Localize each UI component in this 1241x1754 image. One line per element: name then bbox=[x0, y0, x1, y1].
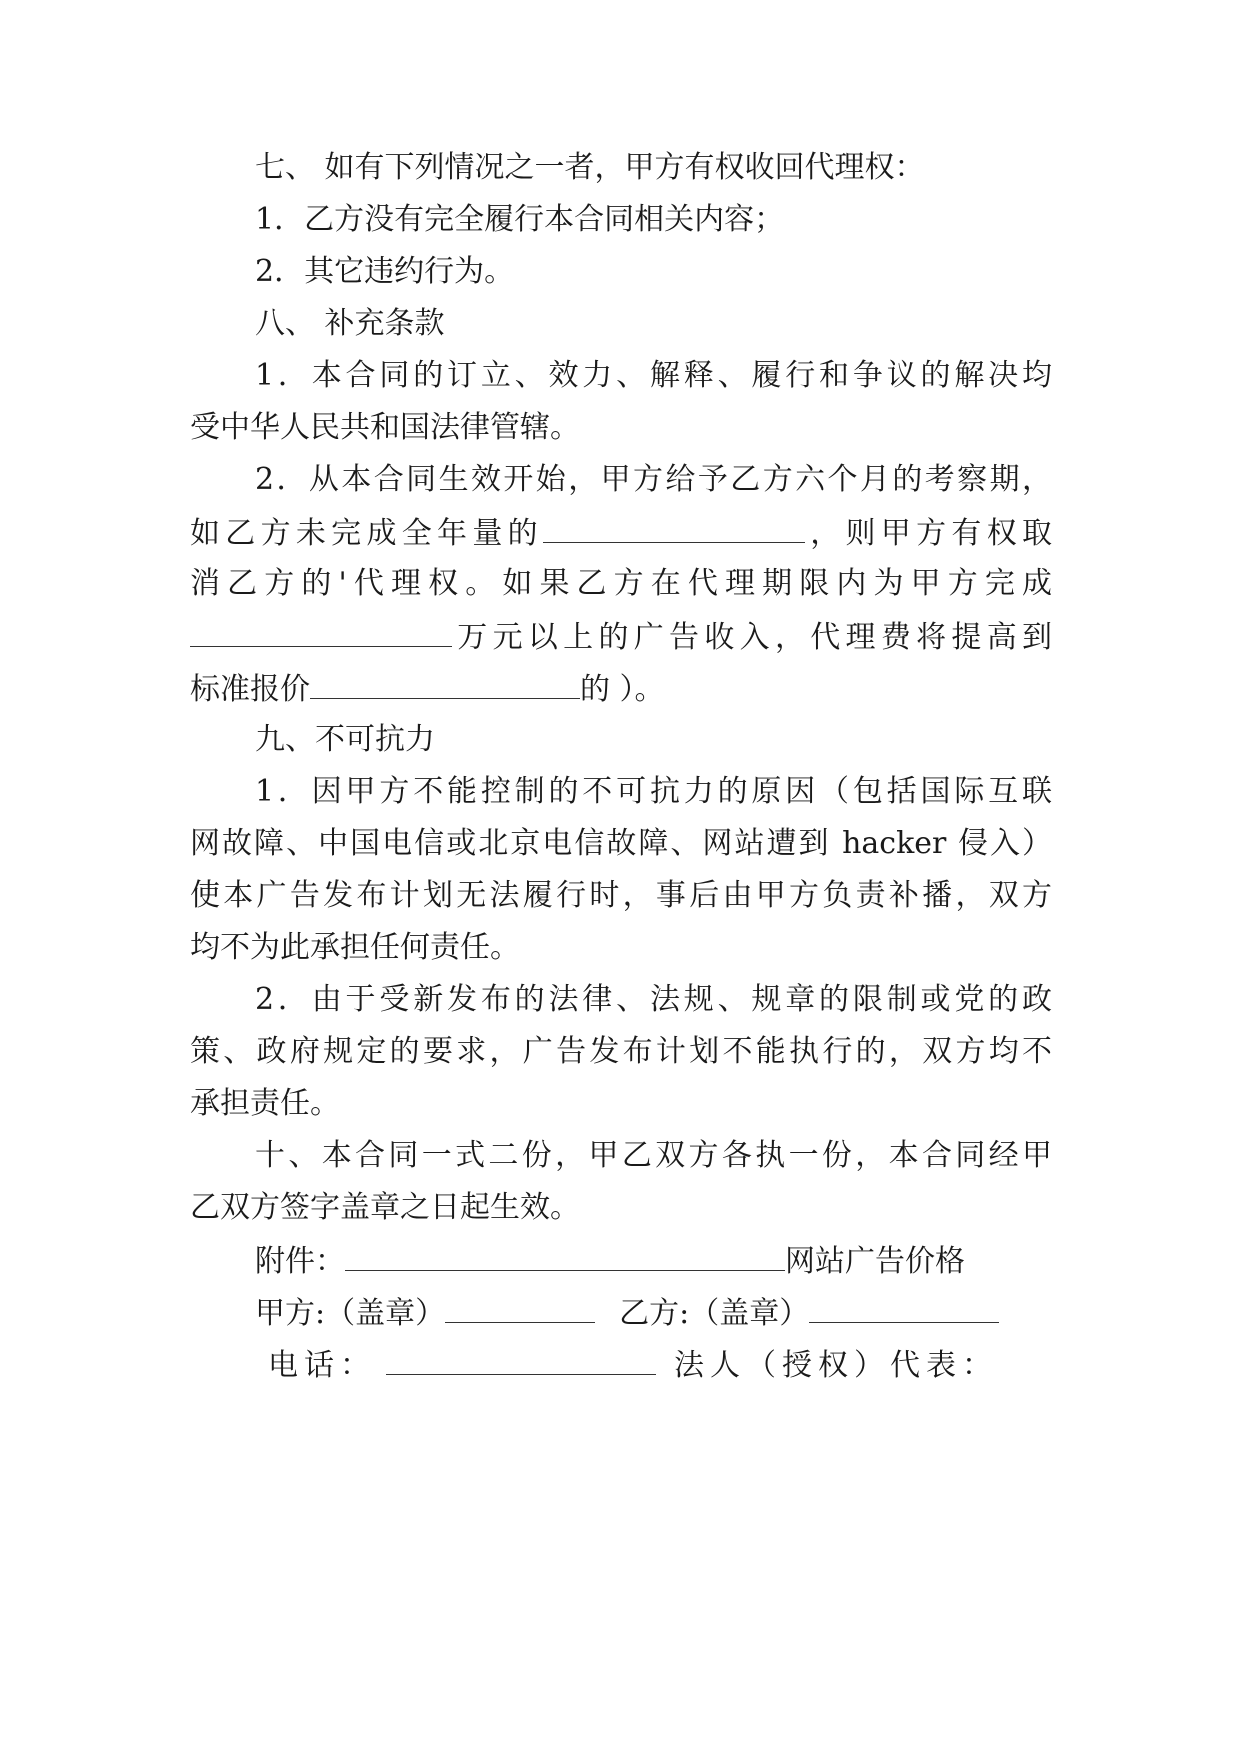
clause-9-item-1-line-2: 网故障、中国电信或北京电信故障、网站遭到 hacker 侵入） bbox=[190, 826, 1052, 861]
clause-9-item-1-line-1: 1．因甲方不能控制的不可抗力的原因（包括国际互联 bbox=[255, 774, 1052, 809]
attachment-label: 附件： bbox=[255, 1244, 345, 1279]
party-b-blank[interactable] bbox=[809, 1292, 999, 1323]
fill-text: 标准报价 bbox=[190, 672, 310, 707]
clause-8-item-1-line-1: 1．本合同的订立、效力、解释、履行和争议的解决均 bbox=[255, 358, 1052, 393]
clause-8-item-2-line-1: 2．从本合同生效开始，甲方给予乙方六个月的考察期， bbox=[255, 462, 1052, 497]
annual-volume-blank[interactable] bbox=[543, 512, 805, 543]
clause-9-item-2-line-1: 2．由于受新发布的法律、法规、规章的限制或党的政 bbox=[255, 982, 1052, 1017]
clause-8-heading: 八、 补充条款 bbox=[255, 306, 445, 341]
party-b-label: 乙方:（盖章） bbox=[619, 1296, 810, 1331]
fill-text: 如乙方未完成全年量的 bbox=[190, 516, 543, 551]
party-a-blank[interactable] bbox=[445, 1292, 595, 1323]
clause-7-heading: 七、 如有下列情况之一者，甲方有权收回代理权： bbox=[255, 150, 925, 185]
clause-9-item-2-line-2: 策、政府规定的要求，广告发布计划不能执行的，双方均不 bbox=[190, 1034, 1052, 1069]
clause-7-item-1: 1．乙方没有完全履行本合同相关内容； bbox=[255, 202, 785, 237]
standard-price-blank[interactable] bbox=[310, 668, 580, 699]
clause-10-line-2: 乙双方签字盖章之日起生效。 bbox=[190, 1190, 580, 1225]
revenue-blank[interactable] bbox=[190, 616, 452, 647]
clause-9-item-1-line-4: 均不为此承担任何责任。 bbox=[190, 930, 520, 965]
party-a-label: 甲方:（盖章） bbox=[255, 1296, 446, 1331]
fill-text: 的 ）。 bbox=[580, 672, 665, 707]
attachment-suffix: 网站广告价格 bbox=[785, 1244, 965, 1279]
legal-rep-label: 法人（授权）代表： bbox=[674, 1348, 998, 1383]
attachment-line bbox=[255, 1240, 1052, 1282]
phone-rep-line bbox=[268, 1344, 1052, 1386]
clause-8-item-2-line-2 bbox=[190, 512, 1052, 554]
attachment-blank[interactable] bbox=[345, 1240, 785, 1271]
phone-label: 电话： bbox=[268, 1348, 376, 1383]
phone-blank[interactable] bbox=[386, 1344, 656, 1375]
clause-8-item-2-line-3: 消乙方的'代理权。如果乙方在代理期限内为甲方完成 bbox=[190, 566, 1052, 601]
clause-8-item-2-line-5 bbox=[190, 668, 1052, 710]
clause-8-item-2-line-4 bbox=[190, 616, 1052, 658]
clause-8-item-1-line-2: 受中华人民共和国法律管辖。 bbox=[190, 410, 580, 445]
clause-9-item-2-line-3: 承担责任。 bbox=[190, 1086, 340, 1121]
fill-text: ，则甲方有权取 bbox=[804, 516, 1053, 551]
clause-10-line-1: 十、本合同一式二份，甲乙双方各执一份，本合同经甲 bbox=[255, 1138, 1052, 1173]
clause-9-item-1-line-3: 使本广告发布计划无法履行时，事后由甲方负责补播，双方 bbox=[190, 878, 1052, 913]
fill-text: 万元以上的广告收入，代理费将提高到 bbox=[452, 620, 1052, 655]
signature-parties-line bbox=[255, 1292, 1052, 1334]
clause-7-item-2: 2．其它违约行为。 bbox=[255, 254, 515, 289]
clause-9-heading: 九、不可抗力 bbox=[255, 722, 435, 757]
